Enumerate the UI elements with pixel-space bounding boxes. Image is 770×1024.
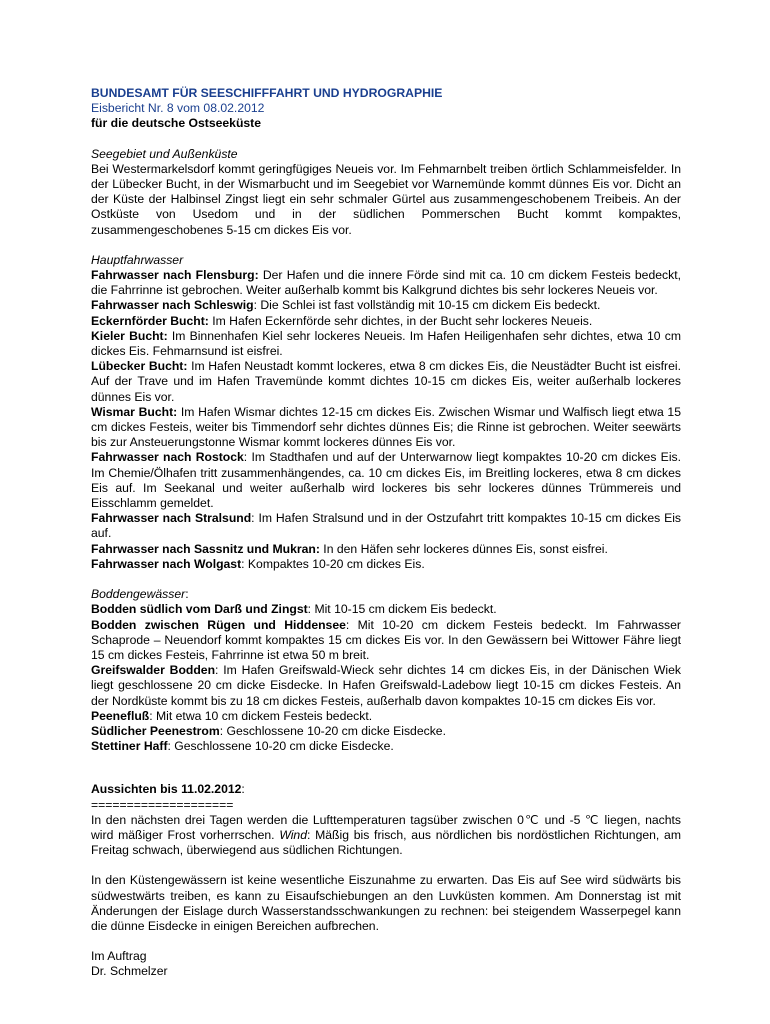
bodden-entry bbox=[91, 724, 681, 739]
bodden-entry-label: Bodden zwischen Rügen und Hiddensee bbox=[91, 617, 346, 632]
signature-line-1: Im Auftrag bbox=[91, 949, 147, 964]
hauptfahrwasser-list bbox=[91, 268, 681, 572]
fahrwasser-entry bbox=[91, 450, 681, 511]
outlook-rule: ==================== bbox=[91, 797, 234, 812]
outlook-heading-colon: : bbox=[241, 782, 245, 797]
fahrwasser-entry-label: Fahrwasser nach Rostock bbox=[91, 450, 244, 465]
bodden-entry-text: : Mit 10-15 cm dickem Eis bedeckt. bbox=[307, 602, 497, 617]
fahrwasser-entry-text: Der Hafen und die innere Förde sind mit ca. 10 cm dickem Festeis bedeckt, die Fahrrinne ist gebrochen. Weiter außerhalb kommt bis Kalkgrund dichtes bis sehr lockeres Neueis vor. bbox=[91, 268, 681, 298]
outlook-p1-a: In den nächsten drei Tagen werden die Lufttemperaturen tagsüber zwischen 0℃ und -5 ℃ liegen, nachts wird mäßiger Frost vorherrschen. bbox=[91, 812, 681, 842]
fahrwasser-entry-label: Fahrwasser nach Stralsund bbox=[91, 511, 252, 526]
fahrwasser-entry-label: Fahrwasser nach Schleswig bbox=[91, 298, 254, 313]
fahrwasser-entry bbox=[91, 511, 681, 541]
fahrwasser-entry-text: Im Hafen Wismar dichtes 12-15 cm dickes Eis. Zwischen Wismar und Walfisch liegt etwa 15 cm dickes Festeis, weiter bis Timmendorf sehr dichtes dünnes Eis; die Rinne ist gebrochen. Weiter seewärts bis zur Ansteuerungstonne Wismar kommt lockeres dünnes Eis vor. bbox=[91, 404, 681, 450]
bodden-entry-text: : Mit etwa 10 cm dickem Festeis bedeckt. bbox=[149, 708, 373, 723]
fahrwasser-entry bbox=[91, 329, 681, 359]
report-region: für die deutsche Ostseeküste bbox=[91, 116, 262, 131]
fahrwasser-entry-text: : Im Hafen Stralsund und in der Ostzufahrt tritt kompaktes 10-15 cm dickes Eis auf. bbox=[91, 511, 681, 541]
section-text-seegebiet: Bei Westermarkelsdorf kommt geringfügiges Neueis vor. Im Fehmarnbelt treiben örtlich Schlammeisfelder. In der Lübecker Bucht, in der Wismarbucht und im Seegebiet vor Warnemünde kommt dünnes Eis vor. Dicht an der Küste der Halbinsel Zingst liegt ein sehr schmaler Gürtel aus zusammengeschobenem Treibeis. An der Ostküste von Usedom und in der südlichen Pommerschen Bucht kommt kompaktes, zusammengeschobenes 5-15 cm dickes Eis vor. bbox=[91, 161, 681, 237]
bodden-entry-text: : Mit 10-20 cm dickem Festeis bedeckt. Im Fahrwasser Schaprode – Neuendorf kommt kompaktes 15 cm dickes Eis vor. In den Gewässern bei Wittower Fähre liegt 15 cm dickes Festeis, Fahrrinne ist etwa 50 m breit. bbox=[91, 617, 681, 662]
outlook-heading bbox=[91, 782, 681, 797]
fahrwasser-entry-label: Lübecker Bucht: bbox=[91, 359, 188, 374]
fahrwasser-entry-label: Wismar Bucht: bbox=[91, 404, 178, 419]
bodden-entry-label: Peenefluß bbox=[91, 708, 150, 723]
bodden-entry-label: Stettiner Haff bbox=[91, 739, 168, 754]
outlook-wind-label: Wind bbox=[279, 827, 307, 842]
agency-title: BUNDESAMT FÜR SEESCHIFFFAHRT UND HYDROGRAPHIE bbox=[91, 86, 443, 100]
outlook-paragraph-2: In den Küstengewässern ist keine wesentliche Eiszunahme zu erwarten. Das Eis auf See wird südwärts bis südwestwärts treiben, es kann zu Eisaufschiebungen an den Luvküsten kommen. Am Donnerstag ist mit Änderungen der Eislage durch Wasserstandsschwankungen zu rechnen: bei steigendem Wasserpegel kann die dünne Eisdecke in einigen Bereichen aufbrechen. bbox=[91, 873, 681, 933]
outlook-p1-b: : Mäßig bis frisch, aus nördlichen bis nordöstlichen Richtungen, am Freitag schwach, überwiegend aus südlichen Richtungen. bbox=[91, 827, 681, 858]
fahrwasser-entry-text: : Im Stadthafen und auf der Unterwarnow liegt kompaktes 10-20 cm dickes Eis. Im Chemie/Ölhafen tritt zusammenhängendes, ca. 10 cm dickes Eis, im Breitling lockeres, etwa 8 cm dickes Eis auf. Im Seekanal und weiter außerhalb wird lockeres bis sehr lockeres dünnes Trümmereis und Eisschlamm gemeldet. bbox=[91, 450, 682, 511]
fahrwasser-entry-label: Fahrwasser nach Wolgast bbox=[91, 556, 242, 571]
fahrwasser-entry-text: Im Binnenhafen Kiel sehr lockeres Neueis. Im Hafen Heiligenhafen sehr dichtes, etwa 10 cm dickes Eis. Fehmarnsund ist eisfrei. bbox=[91, 328, 681, 359]
fahrwasser-entry-text: : Kompaktes 10-20 cm dickes Eis. bbox=[241, 556, 425, 571]
fahrwasser-entry-label: Fahrwasser nach Flensburg: bbox=[91, 268, 259, 283]
outlook-paragraph-1 bbox=[91, 813, 681, 859]
bodden-list bbox=[91, 602, 681, 754]
fahrwasser-entry bbox=[91, 557, 681, 572]
fahrwasser-entry-text: Im Hafen Eckernförde sehr dichtes, in der Bucht sehr lockeres Neueis. bbox=[208, 313, 593, 328]
fahrwasser-entry bbox=[91, 298, 681, 313]
bodden-entry bbox=[91, 602, 681, 617]
section-heading-hauptfahrwasser: Hauptfahrwasser bbox=[91, 252, 184, 267]
bodden-heading-colon: : bbox=[185, 587, 189, 602]
bodden-entry bbox=[91, 709, 681, 724]
bodden-entry bbox=[91, 739, 681, 754]
bodden-entry-text: : Geschlossene 10-20 cm dicke Eisdecke. bbox=[167, 739, 394, 754]
section-heading-seegebiet: Seegebiet und Außenküste bbox=[91, 146, 238, 161]
fahrwasser-entry bbox=[91, 359, 681, 405]
bodden-heading-text: Boddengewässer bbox=[91, 587, 186, 602]
fahrwasser-entry bbox=[91, 314, 681, 329]
report-body bbox=[91, 86, 681, 980]
bodden-entry-text: : Geschlossene 10-20 cm dicke Eisdecke. bbox=[219, 723, 446, 738]
report-number: Eisbericht Nr. 8 vom 08.02.2012 bbox=[91, 101, 265, 116]
section-heading-bodden bbox=[91, 587, 681, 602]
fahrwasser-entry bbox=[91, 268, 681, 298]
fahrwasser-entry-text: In den Häfen sehr lockeres dünnes Eis, sonst eisfrei. bbox=[319, 541, 608, 556]
fahrwasser-entry bbox=[91, 405, 681, 451]
bodden-entry bbox=[91, 663, 681, 709]
fahrwasser-entry-label: Fahrwasser nach Sassnitz und Mukran: bbox=[91, 541, 320, 556]
fahrwasser-entry-label: Kieler Bucht: bbox=[91, 328, 168, 343]
bodden-entry-text: : Im Hafen Greifswald-Wieck sehr dichtes 14 cm dickes Eis, in der Dänischen Wiek liegt geschlossene 20 cm dicke Eisdecke. In Hafen Greifswald-Ladebow liegt 10-15 cm dickes Festeis. An der Nordküste kommt bis zu 18 cm dickes Festeis, außerhalb davon kompaktes 10-15 cm dickes Eis vor. bbox=[91, 663, 682, 708]
fahrwasser-entry-text: : Die Schlei ist fast vollständig mit 10-15 cm dickem Eis bedeckt. bbox=[253, 298, 601, 313]
bodden-entry-label: Bodden südlich vom Darß und Zingst bbox=[91, 602, 308, 617]
fahrwasser-entry-label: Eckernförder Bucht: bbox=[91, 313, 209, 328]
bodden-entry bbox=[91, 618, 681, 664]
signature-name: Dr. Schmelzer bbox=[91, 964, 168, 979]
outlook-heading-text: Aussichten bis 11.02.2012 bbox=[91, 782, 242, 797]
bodden-entry-label: Südlicher Peenestrom bbox=[91, 723, 220, 738]
fahrwasser-entry bbox=[91, 542, 681, 557]
bodden-entry-label: Greifswalder Bodden bbox=[91, 663, 216, 678]
fahrwasser-entry-text: Im Hafen Neustadt kommt lockeres, etwa 8 cm dickes Eis, die Neustädter Bucht ist eisfrei. Auf der Trave und im Hafen Travemünde kommt dichtes 10-15 cm dickes Eis, weiter außerhalb lockeres dünnes Eis vor. bbox=[91, 359, 681, 404]
